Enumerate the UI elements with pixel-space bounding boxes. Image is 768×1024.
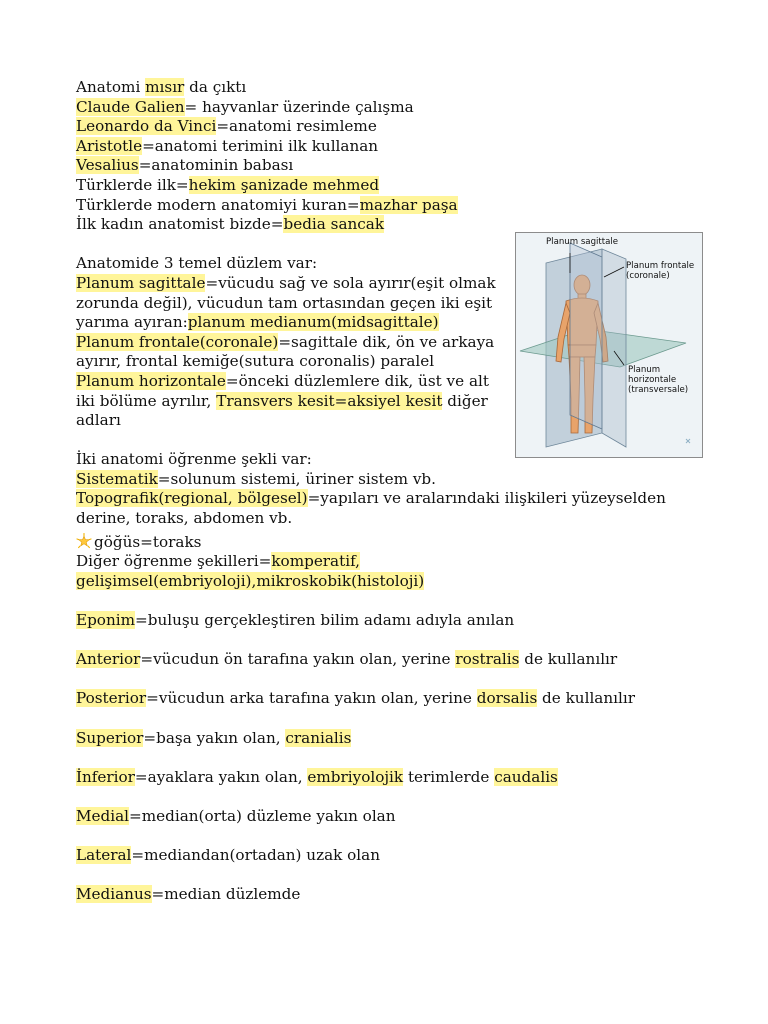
text-line	[76, 470, 696, 490]
text-segment: İlk kadın anatomist bizde=	[76, 215, 284, 234]
text-segment: =solunum sistemi, üriner sistem vb.	[157, 469, 436, 488]
text-segment: = hayvanlar üzerinde çalışma	[184, 97, 414, 116]
text-segment: =vücudu sağ ve sola ayırır(eşit olmak	[205, 273, 496, 292]
highlighted-term: caudalis	[494, 767, 558, 786]
text-segment: =anatominin babası	[138, 156, 294, 175]
methods-section	[76, 450, 696, 528]
text-segment: yarıma ayıran:	[76, 313, 188, 332]
highlighted-term: hekim şanizade mehmed	[188, 175, 380, 194]
highlighted-term: komperatif,	[271, 552, 360, 571]
text-segment: =mediandan(ortadan) uzak olan	[131, 846, 380, 865]
text-line	[76, 411, 486, 431]
star-line-text: göğüs=toraks	[94, 532, 202, 551]
intro-section	[76, 78, 696, 235]
text-segment: Diğer öğrenme şekilleri=	[76, 552, 272, 571]
highlighted-term: Medial	[76, 806, 130, 825]
text-segment: Anatomide 3 temel düzlem var:	[76, 254, 318, 273]
text-line	[76, 509, 696, 529]
highlighted-term: Planum sagittale	[76, 273, 206, 292]
sagittal-plane	[570, 243, 602, 429]
highlighted-term: Sistematik	[76, 469, 158, 488]
text-segment: =anatomi terimini ilk kullanan	[142, 136, 379, 155]
highlighted-term: mısır	[145, 78, 185, 96]
text-segment: adları	[76, 411, 121, 430]
text-line	[76, 729, 696, 749]
label-planum-frontale: Planum frontale (coronale)	[626, 261, 695, 281]
text-segment: =vücudun ön tarafına yakın olan, yerine	[140, 650, 456, 669]
text-line	[76, 552, 696, 572]
text-segment: terimlerde	[403, 767, 495, 786]
highlighted-term: bedia sancak	[283, 215, 385, 234]
text-segment: =sagittale dik, ön ve arkaya	[278, 332, 495, 351]
text-segment: =yapıları ve aralarındaki ilişkileri yüzeyselden	[307, 489, 666, 508]
text-segment: da çıktı	[184, 78, 247, 96]
text-segment: =vücudun arka tarafına yakın olan, yerine	[146, 689, 477, 708]
text-line	[76, 137, 696, 157]
text-line	[76, 768, 696, 788]
text-segment: Türklerde modern anatomiyi kuran=	[76, 195, 360, 214]
label-planum-horizontale: Planum horizontale (transversale)	[628, 365, 689, 395]
text-segment: ayırır, frontal kemiğe(sutura coronalis) paralel	[76, 352, 435, 371]
frontal-plane-front	[602, 249, 626, 447]
highlighted-term: Posterior	[76, 689, 147, 708]
highlighted-term: Aristotle	[76, 136, 143, 155]
highlighted-term: gelişimsel(embriyoloji),mikroskobik(histoloji)	[76, 571, 425, 590]
terms-section	[76, 611, 696, 905]
text-line	[76, 352, 486, 372]
text-line	[76, 196, 696, 216]
text-line	[76, 885, 696, 905]
highlighted-term: Planum horizontale	[76, 371, 226, 390]
planes-section	[76, 254, 496, 430]
highlighted-term: Lateral	[76, 846, 132, 865]
highlighted-term: İnferior	[76, 767, 135, 786]
star-line	[76, 533, 696, 553]
highlighted-term: Vesalius	[76, 156, 139, 175]
text-segment: =median düzlemde	[151, 885, 301, 904]
text-line	[76, 392, 486, 412]
text-line	[76, 98, 696, 118]
text-line	[76, 293, 493, 314]
highlighted-term: embriyolojik	[307, 767, 404, 786]
text-segment: =önceki düzlemlere dik, üst ve alt	[225, 371, 489, 390]
text-segment: =ayaklara yakın olan,	[134, 767, 308, 786]
text-line	[76, 117, 696, 137]
highlighted-term: dorsalis	[476, 689, 538, 708]
text-segment: Anatomi	[76, 78, 146, 96]
text-segment: de kullanılır	[519, 650, 618, 669]
text-line	[76, 156, 696, 176]
highlighted-term: Claude Galien	[76, 97, 185, 116]
text-line	[76, 489, 696, 509]
text-segment: İki anatomi öğrenme şekli var:	[76, 450, 312, 469]
text-line	[76, 313, 486, 333]
text-segment: =median(orta) düzleme yakın olan	[129, 806, 396, 825]
text-segment: =buluşu gerçekleştiren bilim adamı adıyla anılan	[135, 611, 515, 630]
text-line	[76, 572, 696, 592]
label-planum-sagittale: Planum sagittale	[546, 237, 619, 247]
text-line	[76, 611, 696, 631]
other-methods-section	[76, 552, 696, 591]
anatomical-planes-figure	[515, 232, 703, 458]
text-line	[76, 807, 696, 827]
text-line	[76, 846, 696, 866]
text-line	[76, 650, 696, 670]
text-line	[76, 273, 496, 294]
highlighted-term: Transvers kesit=aksiyel kesit	[216, 391, 443, 410]
text-segment: =anatomi resimleme	[216, 117, 377, 136]
text-line	[76, 332, 495, 353]
highlighted-term: planum medianum(midsagittale)	[187, 313, 439, 332]
text-line	[76, 176, 696, 196]
text-segment: iki bölüme ayrılır,	[76, 391, 217, 410]
highlighted-term: mazhar paşa	[359, 195, 458, 214]
text-segment: de kullanılır	[537, 689, 635, 708]
highlighted-term: Eponim	[76, 611, 135, 630]
highlighted-term: rostralis	[455, 650, 520, 669]
text-line	[76, 254, 486, 274]
highlighted-term: Anterior	[76, 650, 141, 669]
highlighted-term: Superior	[76, 728, 144, 747]
highlighted-term: Leonardo da Vinci	[76, 117, 217, 136]
text-line	[76, 78, 696, 98]
text-segment: zorunda değil), vücudun tam ortasından geçen iki eşit	[76, 293, 493, 312]
text-segment: derine, toraks, abdomen vb.	[76, 509, 293, 528]
text-segment: =başa yakın olan,	[143, 728, 286, 747]
highlighted-term: Planum frontale(coronale)	[76, 332, 279, 351]
text-line	[76, 371, 489, 392]
document-body	[76, 78, 696, 905]
highlighted-term: cranialis	[285, 728, 352, 747]
highlighted-term: Medianus	[76, 885, 152, 904]
text-segment: Türklerde ilk=	[76, 175, 189, 194]
text-line	[76, 689, 696, 709]
glowing-star-icon	[76, 533, 92, 549]
text-segment: diğer	[442, 391, 488, 410]
highlighted-term: Topografik(regional, bölgesel)	[76, 489, 308, 508]
